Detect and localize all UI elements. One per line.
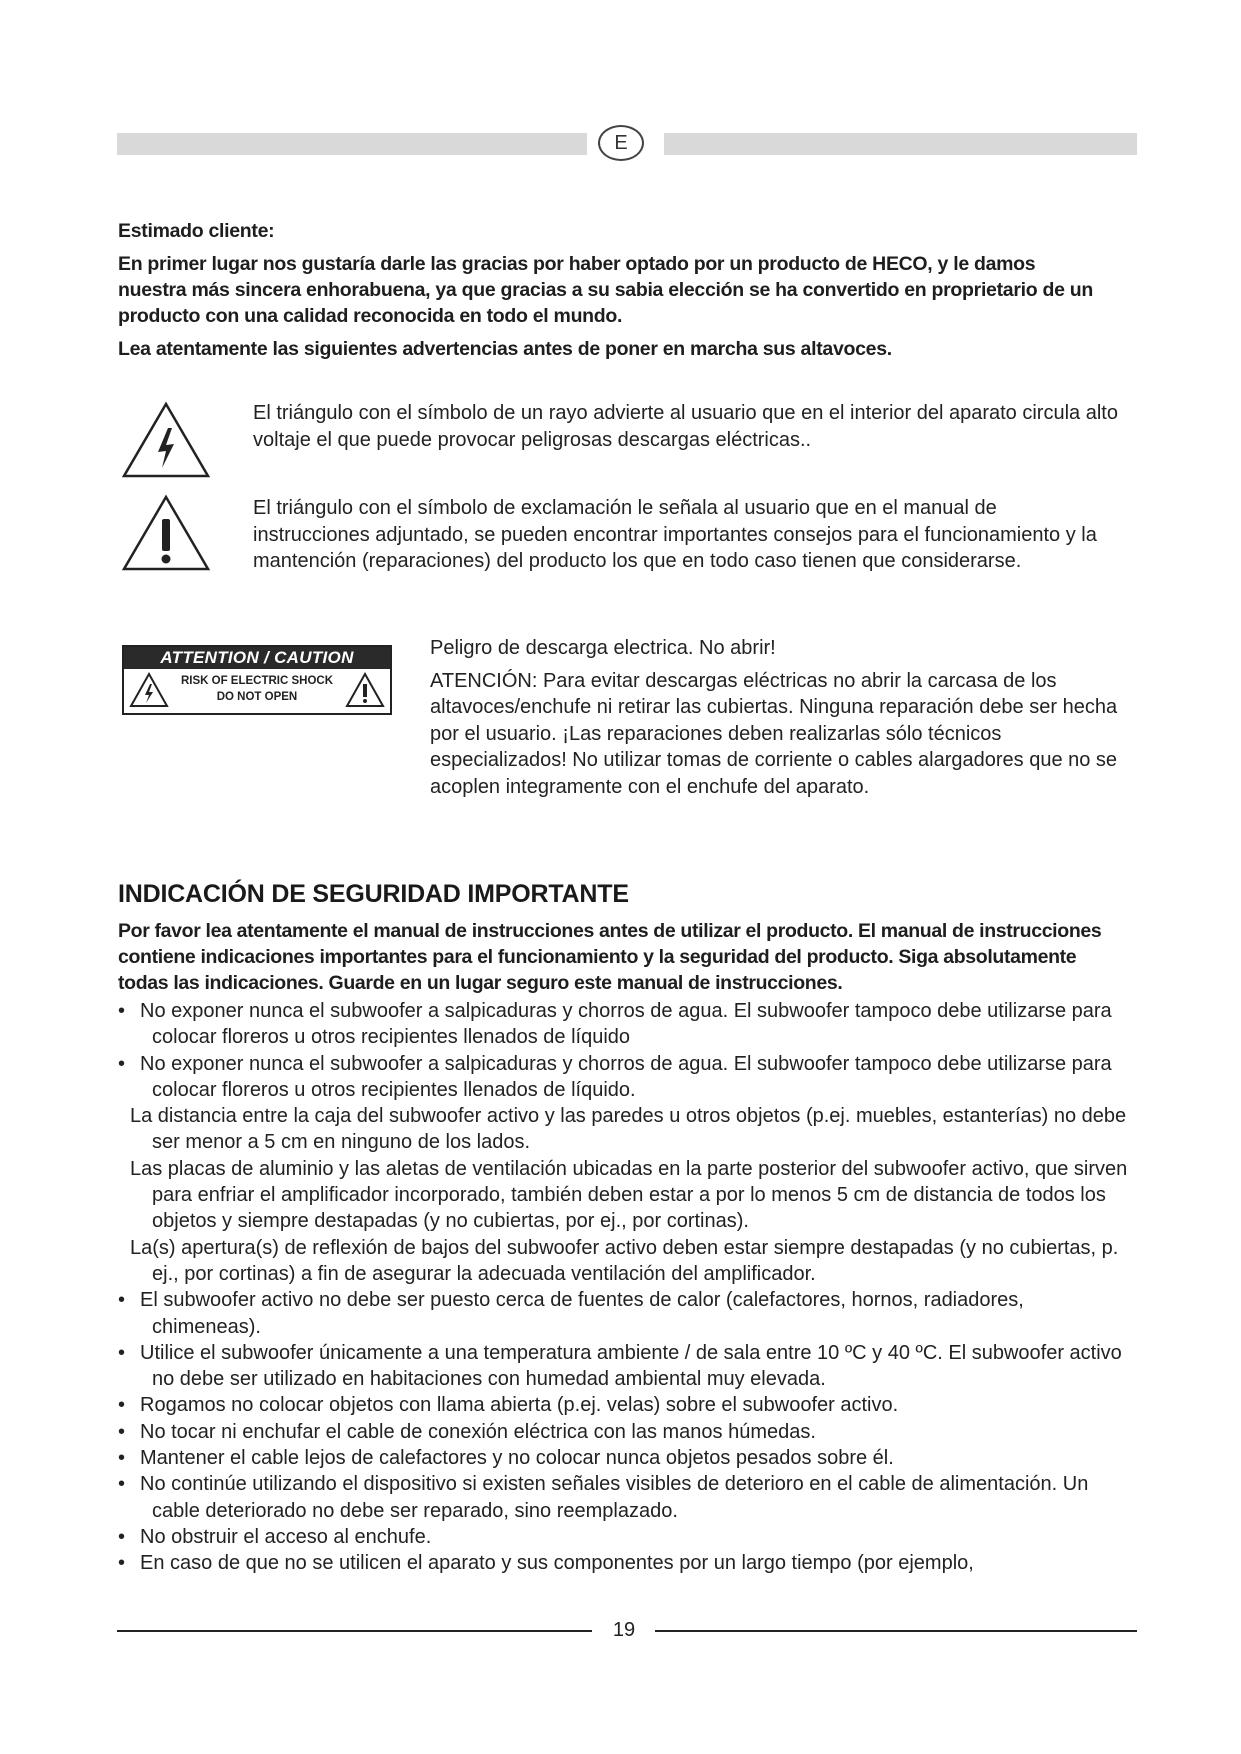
shock-text: ATENCIÓN: Para evitar descargas eléctricas no abrir la carcasa de los altavoces/enchufe ni retirar las cubiertas. Ninguna reparación debe ser hecha por el usuario. ¡Las reparaciones deben realizarlas sólo técnicos especializados! No utilizar tomas de corriente o cables alargadores que no se acoplen integramente con el enchufe del aparato. — [430, 669, 1118, 798]
list-item: • No exponer nunca el subwoofer a salpicaduras y chorros de agua. El subwoofer tampoco debe utilizarse para colocar floreros u otros recipientes llenados de líquido. — [118, 1051, 1128, 1104]
shock-title: Peligro de descarga electrica. No abrir! — [430, 637, 776, 659]
footer-rule-left — [117, 1630, 592, 1632]
list-item: • No exponer nunca el subwoofer a salpicaduras y chorros de agua. El subwoofer tampoco debe utilizarse para colocar floreros u otros recipientes llenados de líquido — [118, 998, 1128, 1051]
exclamation-warning-text: El triángulo con el símbolo de exclamación le señala al usuario que en el manual de instrucciones adjuntado, se pueden encontrar importantes consejos para el funcionamiento y la mantención (reparaciones) del producto los que en todo caso tienen que considerarse. — [253, 497, 1097, 572]
list-item: • En caso de que no se utilicen el aparato y sus componentes por un largo tiempo (por ejemplo, — [118, 1550, 1128, 1576]
thanks-paragraph: En primer lugar nos gustaría darle las gracias por haber optado por un producto de HECO, y le damos nuestra más sincera enhorabuena, ya que gracias a su sabia elección se ha convertido en proprietario de un producto con una calidad reconocida en todo el mundo. — [118, 253, 1093, 327]
caution-exclamation-icon — [345, 672, 385, 708]
language-badge: E — [598, 125, 644, 161]
caution-line-2: DO NOT OPEN — [216, 691, 298, 703]
list-item: La distancia entre la caja del subwoofer activo y las paredes u otros objetos (p.ej. muebles, estanterías) no debe ser menor a 5 cm en ninguno de los lados. — [130, 1105, 1127, 1154]
header-bar-right — [664, 133, 1137, 155]
list-item: • Utilice el subwoofer únicamente a una temperatura ambiente / de sala entre 10 ºC y 40 ºC. El subwoofer activo no debe ser utilizado en habitaciones con humedad ambiental muy elevada. — [118, 1340, 1128, 1393]
safety-title: INDICACIÓN DE SEGURIDAD IMPORTANTE — [118, 880, 629, 908]
lightning-warning-icon — [120, 400, 212, 480]
caution-line-1: RISK OF ELECTRIC SHOCK — [180, 675, 334, 687]
list-item: Las placas de aluminio y las aletas de ventilación ubicadas en la parte posterior del subwoofer activo, que sirven para enfriar el amplificador incorporado, también deben estar a por lo menos 5 cm de distancia de todos los objetos y siempre destapadas (y no cubiertas, por ej., por cortinas). — [130, 1157, 1128, 1233]
list-item: • Mantener el cable lejos de calefactores y no colocar nunca objetos pesados sobre él. — [118, 1445, 1128, 1471]
list-item: • No continúe utilizando el dispositivo si existen señales visibles de deterioro en el cable de alimentación. Un cable deteriorado no debe ser reparado, sino reemplazado. — [118, 1471, 1128, 1524]
caution-label — [122, 645, 392, 715]
shock-warning-block — [430, 635, 1120, 806]
header-bar-left — [117, 133, 587, 155]
salutation: Estimado cliente: — [118, 220, 275, 242]
list-item: La(s) apertura(s) de reflexión de bajos del subwoofer activo deben estar siempre destapadas (y no cubiertas, p. ej., por cortinas) a fin de asegurar la adecuada ventilación del amplificador. — [130, 1236, 1119, 1285]
caution-body — [124, 669, 390, 713]
caution-heading: ATTENTION / CAUTION — [124, 647, 390, 669]
lightning-warning-text: El triángulo con el símbolo de un rayo advierte al usuario que en el interior del aparato circula alto voltaje el que puede provocar peligrosas descargas eléctricas.. — [253, 402, 1118, 451]
exclamation-warning-icon — [120, 493, 212, 573]
safety-intro: Por favor lea atentamente el manual de instrucciones antes de utilizar el producto. El manual de instrucciones contiene indicaciones importantes para el funcionamiento y la seguridad del producto. Siga absolutamente todas las indicaciones. Guarde en un lugar seguro este manual de instrucciones. — [118, 920, 1102, 994]
safety-list — [118, 998, 1128, 1577]
page-number: 19 — [612, 1619, 636, 1641]
list-item: • El subwoofer activo no debe ser puesto cerca de fuentes de calor (calefactores, hornos, radiadores, chimeneas). — [118, 1287, 1128, 1340]
list-item: • No obstruir el acceso al enchufe. — [118, 1524, 1128, 1550]
read-warning: Lea atentamente las siguientes advertencias antes de poner en marcha sus altavoces. — [118, 338, 892, 360]
footer-rule-right — [655, 1630, 1137, 1632]
list-item: • No tocar ni enchufar el cable de conexión eléctrica con las manos húmedas. — [118, 1419, 1128, 1445]
greeting-block — [118, 218, 1098, 369]
list-item: • Rogamos no colocar objetos con llama abierta (p.ej. velas) sobre el subwoofer activo. — [118, 1392, 1128, 1418]
